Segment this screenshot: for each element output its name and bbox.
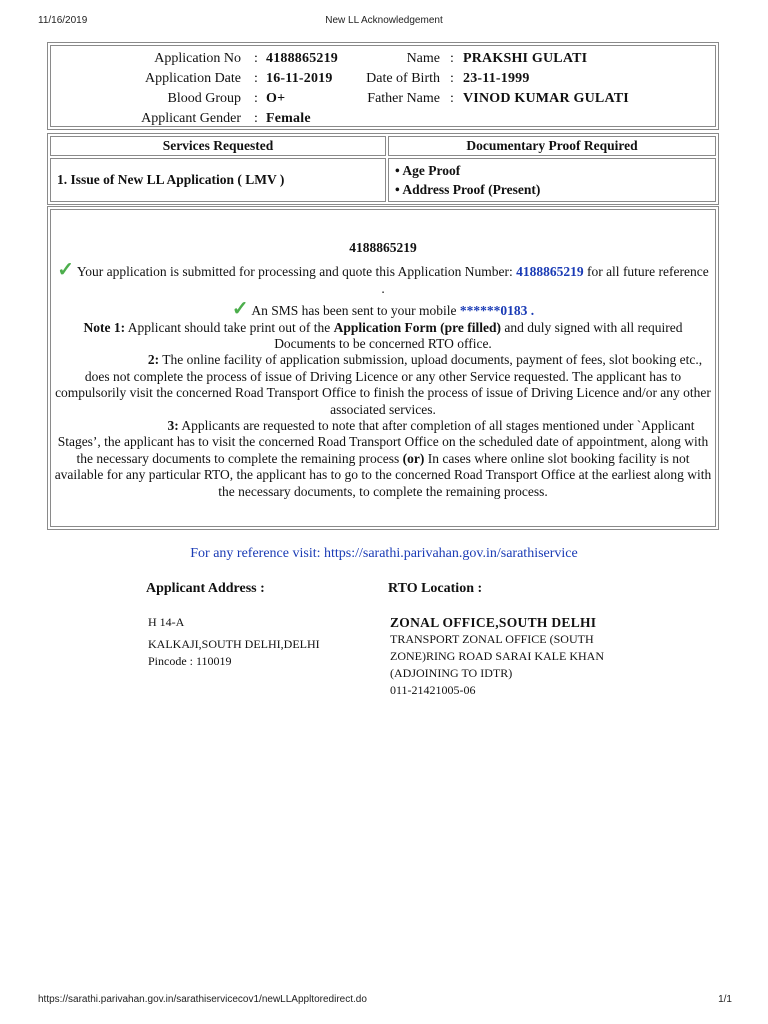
submitted-text-post: for all future reference . <box>381 264 709 296</box>
colon: : <box>254 111 258 126</box>
header-services-requested: Services Requested <box>50 136 386 156</box>
address-pincode: Pincode : 110019 <box>148 654 232 668</box>
label-name: Name <box>406 51 440 66</box>
rto-office-name: ZONAL OFFICE,SOUTH DELHI <box>390 615 597 630</box>
colon: : <box>254 71 258 86</box>
print-date: 11/16/2019 <box>38 15 88 26</box>
note-3-label: 3: <box>167 418 179 434</box>
value-blood-group: O+ <box>266 91 286 106</box>
reference-link[interactable]: For any reference visit: https://sarathi.parivahan.gov.in/sarathiservice <box>190 546 578 561</box>
label-application-date: Application Date <box>144 71 241 86</box>
note-2-text: The online facility of application submission, upload documents, payment of fees, slot booking etc., does not complete the process of issue of Driving Licence or any other Service requested. The applicant has to compulsorily visit the concerned Road Transport Office to finish the process of issue of Driving Licence and/or any other associated services. <box>55 352 711 417</box>
footer-url: https://sarathi.parivahan.gov.in/sarathiservicecov1/newLLAppltoredirect.do <box>38 994 367 1005</box>
sms-message <box>54 298 712 321</box>
value-gender: Female <box>266 111 311 126</box>
colon: : <box>254 51 258 66</box>
colon: : <box>450 71 454 86</box>
services-box <box>47 133 719 205</box>
submitted-message <box>54 259 712 297</box>
services-data-row <box>50 158 716 202</box>
rto-address-line: TRANSPORT ZONAL OFFICE (SOUTH <box>390 632 594 646</box>
label-father-name: Father Name <box>367 91 440 106</box>
applicant-address-heading: Applicant Address : <box>146 581 265 596</box>
value-name: PRAKSHI GULATI <box>463 51 588 66</box>
colon: : <box>450 91 454 106</box>
proof-item: • Age Proof <box>395 163 461 178</box>
rto-location-heading: RTO Location : <box>388 581 483 596</box>
note-2-label: 2: <box>147 352 160 368</box>
label-application-no: Application No <box>154 51 241 66</box>
note-1 <box>54 320 712 353</box>
services-table <box>48 134 718 204</box>
note-3-text-pre: Applicants are requested to note that after completion of all stages mentioned under `Applicant Stages’, the applicant has to visit the concerned Road Transport Office on the scheduled date of appointment, along with the necessary documents to complete the remaining process <box>57 418 709 466</box>
note-1-text-post: and duly signed with all required Documents to be concerned RTO office. <box>274 319 683 352</box>
colon: : <box>254 91 258 106</box>
note-3-text-post: In cases where online slot booking facility is not available for any particular RTO, the applicant has to go to the concerned Road Transport Office at the earliest along with the necessary documents, to complete the remaining process. <box>54 450 712 499</box>
rto-phone: 011-21421005-06 <box>390 683 476 697</box>
note-1-label: Note 1: <box>83 319 126 335</box>
label-gender: Applicant Gender <box>141 111 241 126</box>
rto-address-line: ZONE)RING ROAD SARAI KALE KHAN <box>390 649 604 663</box>
note-3-or: (or) <box>402 450 425 466</box>
value-application-date: 16-11-2019 <box>266 71 333 86</box>
applicant-info-box <box>47 42 719 130</box>
page-number: 1/1 <box>718 994 732 1005</box>
address-line: H 14-A <box>148 615 185 629</box>
sms-mobile: ******0183 . <box>459 303 535 319</box>
header-documentary-proof: Documentary Proof Required <box>388 136 716 156</box>
note-1-text-pre: Applicant should take print out of the <box>125 319 334 335</box>
submitted-text-pre: Your application is submitted for processing and quote this Application Number: <box>76 264 517 280</box>
proofs-cell <box>388 158 716 202</box>
colon: : <box>450 51 454 66</box>
note-1-bold: Application Form (pre filled) <box>333 319 501 335</box>
note-2 <box>54 352 712 418</box>
page-title: New LL Acknowledgement <box>325 15 443 26</box>
rto-address-line: (ADJOINING TO IDTR) <box>390 666 513 680</box>
checkmark-icon: ✓ <box>57 259 74 282</box>
submitted-app-number: 4188865219 <box>516 264 584 280</box>
label-dob: Date of Birth <box>366 71 440 86</box>
note-3 <box>54 418 712 500</box>
value-application-no: 4188865219 <box>266 51 338 66</box>
service-requested: 1. Issue of New LL Application ( LMV ) <box>50 158 386 202</box>
sms-text: An SMS has been sent to your mobile <box>251 303 460 319</box>
value-dob: 23-11-1999 <box>463 71 530 86</box>
label-blood-group: Blood Group <box>167 91 241 106</box>
rto-location <box>390 614 604 699</box>
services-header-row <box>50 136 716 156</box>
applicant-address <box>148 614 320 670</box>
value-father-name: VINOD KUMAR GULATI <box>463 91 629 106</box>
message-application-number: 4188865219 <box>349 240 417 255</box>
checkmark-icon: ✓ <box>231 298 249 321</box>
address-line: KALKAJI,SOUTH DELHI,DELHI <box>148 637 320 651</box>
proof-item: • Address Proof (Present) <box>395 182 541 197</box>
message-box <box>47 206 719 530</box>
